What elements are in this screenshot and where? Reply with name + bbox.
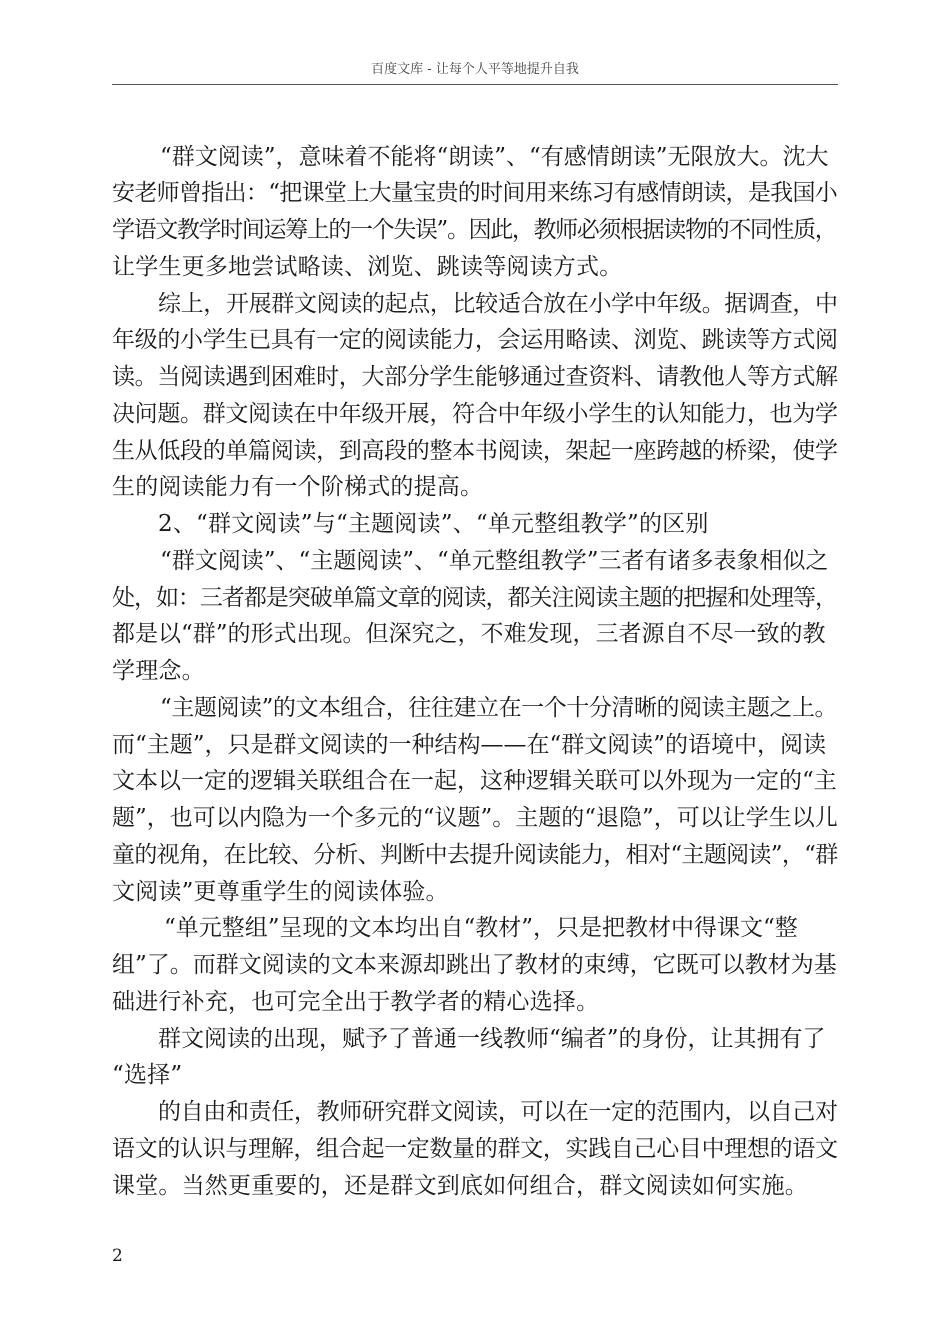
text-line: 学语文教学时间运筹上的一个失误”。因此，教师必须根据读物的不同性质， <box>112 217 837 243</box>
text-line: “群文阅读”、“主题阅读”、“单元整组教学”三者有诸多表象相似之 <box>160 548 829 574</box>
text-line: 文阅读”更尊重学生的阅读体验。 <box>112 879 449 905</box>
text-line: 础进行补充，也可完全出于教学者的精心选择。 <box>112 989 600 1015</box>
text-line: “主题阅读”的文本组合，往往建立在一个十分清晰的阅读主题之上。 <box>160 695 838 721</box>
text-line: “选择” <box>112 1062 183 1088</box>
text-line: 安老师曾指出：“把课堂上大量宝贵的时间用来练习有感情朗读，是我国小 <box>112 180 838 206</box>
text-line: 语文的认识与理解，组合起一定数量的群文，实践自己心目中理想的语文 <box>112 1136 838 1162</box>
section-heading: 2、“群文阅读”与“主题阅读”、“单元整组教学”的区别 <box>158 511 709 537</box>
text-line: 处，如：三者都是突破单篇文章的阅读，都关注阅读主题的把握和处理等， <box>112 585 837 611</box>
text-line: 读。当阅读遇到困难时，大部分学生能够通过查资料、请教他人等方式解 <box>112 364 838 390</box>
text-line: 题”，也可以内隐为一个多元的“议题”。主题的“退隐”，可以让学生以儿 <box>112 805 838 831</box>
page-number: 2 <box>112 1246 123 1266</box>
text-line: 文本以一定的逻辑关联组合在一起，这种逻辑关联可以外现为一定的“主 <box>112 768 837 794</box>
text-line: 组”了。而群文阅读的文本来源却跳出了教材的束缚，它既可以教材为基 <box>112 952 837 978</box>
text-line: 让学生更多地尝试略读、浏览、跳读等阅读方式。 <box>112 254 623 280</box>
text-line: 综上，开展群文阅读的起点，比较适合放在小学中年级。据调查，中 <box>158 291 838 317</box>
text-line: “单元整组”呈现的文本均出自“教材”，只是把教材中得课文“整 <box>164 915 798 941</box>
text-line: 的自由和责任，教师研究群文阅读，可以在一定的范围内，以自己对 <box>158 1099 838 1125</box>
text-line: 童的视角，在比较、分析、判断中去提升阅读能力，相对“主题阅读”，“群 <box>112 842 838 868</box>
text-line: “群文阅读”，意味着不能将“朗读”、“有感情朗读”无限放大。沈大 <box>160 144 829 170</box>
text-line: 生的阅读能力有一个阶梯式的提高。 <box>112 474 484 500</box>
text-line: 学理念。 <box>112 658 205 684</box>
text-line: 都是以“群”的形式出现。但深究之，不难发现，三者源自不尽一致的教 <box>112 621 826 647</box>
text-line: 群文阅读的出现，赋予了普通一线教师“编者”的身份，让其拥有了 <box>158 1026 826 1052</box>
header-text: 百度文库 - 让每个人平等地提升自我 <box>371 62 579 77</box>
text-line: 生从低段的单篇阅读，到高段的整本书阅读，架起一座跨越的桥梁，使学 <box>112 438 838 464</box>
text-line: 课堂。当然更重要的，还是群文到底如何组合，群文阅读如何实施。 <box>112 1173 808 1199</box>
text-line: 决问题。群文阅读在中年级开展，符合中年级小学生的认知能力，也为学 <box>112 401 838 427</box>
page-header <box>112 60 838 85</box>
text-line: 年级的小学生已具有一定的阅读能力，会运用略读、浏览、跳读等方式阅 <box>112 327 838 353</box>
text-line: 而“主题”，只是群文阅读的一种结构——在“群文阅读”的语境中，阅读 <box>112 732 827 758</box>
